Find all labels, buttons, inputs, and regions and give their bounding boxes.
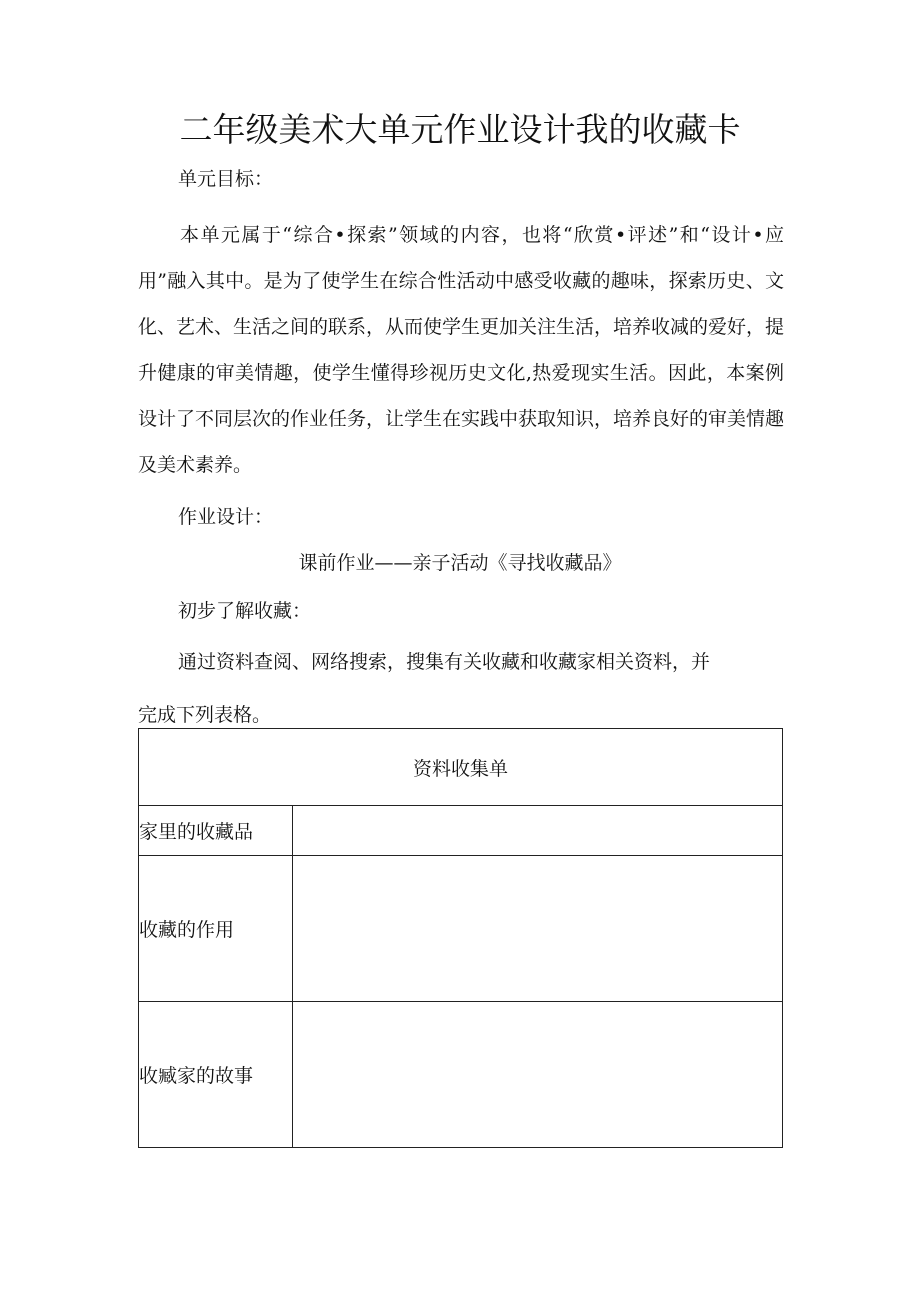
row-label-home-collection: 家里的收藏品 [139, 806, 293, 856]
table-title: 资料收集单 [139, 729, 783, 806]
row-value-collection-purpose[interactable] [293, 856, 783, 1002]
unit-goal-heading: 单元目标： [178, 168, 274, 190]
unit-goal-body: 本单元属于“综合•探索”领域的内容，也将“欣赏•评述”和“设计•应用”融入其中。是为了使学生在综合性活动中感受收藏的趣味，探索历史、文化、艺术、生活之间的联系，从而使学生更加关注生活，培养收减的爱好，提升健康的审美情趣，使学生懂得珍视历史文化,热爱现实生活。因此，本案例设计了不同层次的作业任务，让学生在实践中获取知识，培养良好的审美情趣及美术素养。 [138, 224, 785, 476]
instruction-line-2: 完成下列表格。 [138, 704, 272, 726]
row-value-home-collection[interactable] [293, 806, 783, 856]
row-label-collector-story: 收臧家的故事 [139, 1002, 293, 1148]
task-title: 课前作业——亲子活动《寻找收藏品》 [298, 552, 622, 574]
row-label-collection-purpose: 收藏的作用 [139, 856, 293, 1002]
homework-heading: 作业设计： [178, 506, 274, 528]
instruction-line-1: 通过资料查阅、网络搜索，搜集有关收藏和收藏家相关资料，并 [178, 651, 711, 673]
page-title: 二年级美术大单元作业设计我的收藏卡 [179, 110, 741, 149]
row-value-collector-story[interactable] [293, 1002, 783, 1148]
subheading: 初步了解收藏： [178, 600, 312, 622]
collection-table [138, 728, 783, 1148]
